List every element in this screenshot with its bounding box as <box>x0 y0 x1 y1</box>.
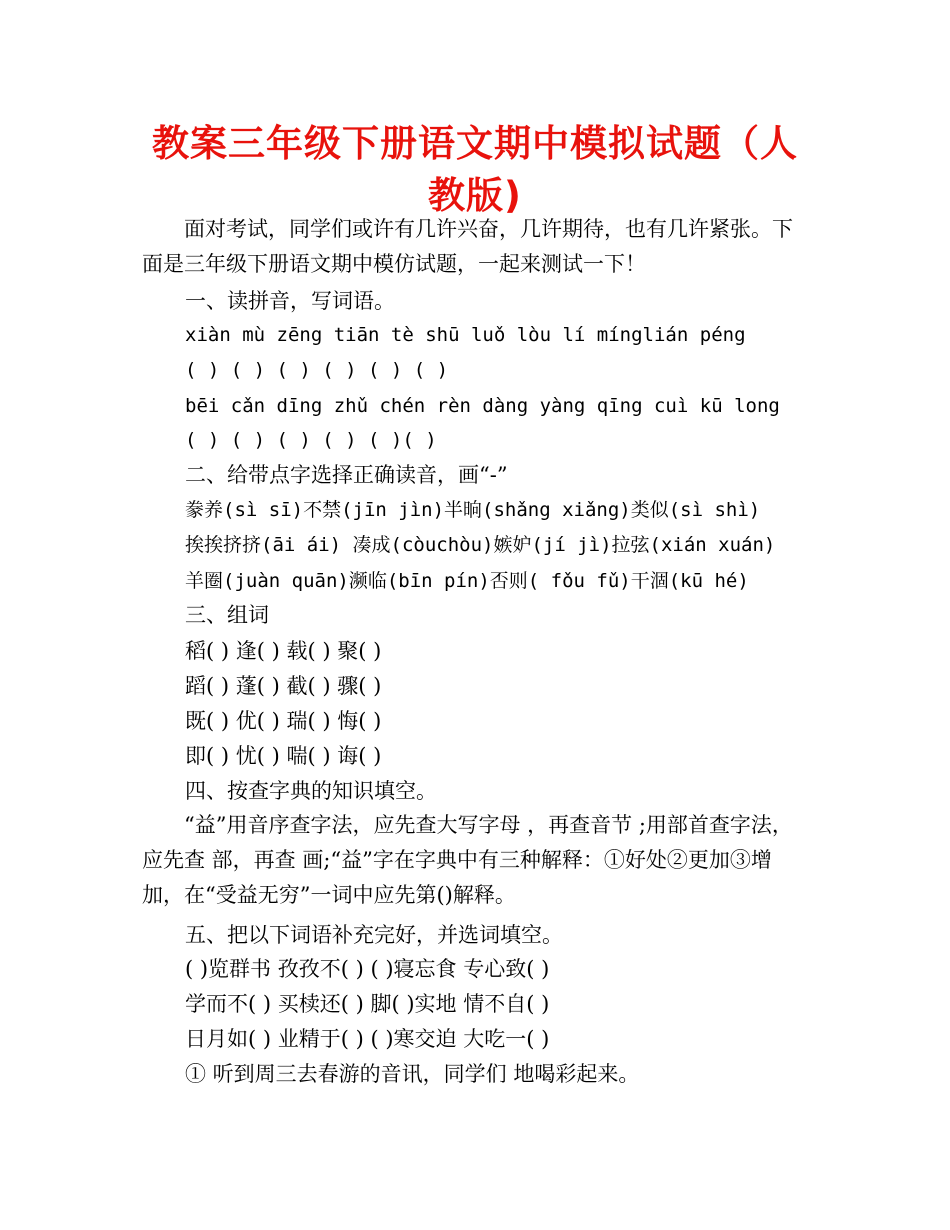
section-5-heading: 五、把以下词语补充完好，并选词填空。 <box>185 923 563 947</box>
idiom-row-3: 日月如( ) 业精于( ) ( )寒交迫 大吃一( ) <box>185 1027 550 1051</box>
blanks-row-1: ( ) ( ) ( ) ( ) ( ) ( ) <box>185 359 449 381</box>
section-1-heading: 一、读拼音，写词语。 <box>185 289 395 313</box>
section-3-heading: 三、组词 <box>185 603 269 627</box>
word-group-row-4: 即( ) 忧( ) 喘( ) 诲( ) <box>185 744 382 768</box>
idiom-row-2: 学而不( ) 买椟还( ) 脚( )实地 情不自( ) <box>185 992 550 1016</box>
word-group-row-3: 既( ) 优( ) 瑞( ) 悔( ) <box>185 709 382 733</box>
document-title: 教案三年级下册语文期中模拟试题（人教版) <box>152 122 798 217</box>
pinyin-row-2: bēi cǎn dīng zhǔ chén rèn dàng yàng qīng cuì kū long <box>185 395 780 417</box>
fill-in-item-1: ① 听到周三去春游的音讯，同学们 地喝彩起来。 <box>185 1062 640 1086</box>
pinyin-row-1: xiàn mù zēng tiān tè shū luǒ lòu lí mínglián péng <box>185 324 746 346</box>
idiom-row-1: ( )览群书 孜孜不( ) ( )寝忘食 专心致( ) <box>185 957 550 981</box>
dictionary-paragraph: “益”用音序查字法，应先查大写字母 ，再查音节 ;用部首查字法，应先查 部，再查 画;“益”字在字典中有三种解释：①好处②更加③增加，在“受益无穷”一词中应先第()解释。 <box>142 813 793 907</box>
section-4-heading: 四、按查字典的知识填空。 <box>185 779 437 803</box>
reading-row-3: 羊圈(juàn quān)濒临(bīn pín)否则( fǒu fǔ)干涸(kū hé) <box>185 570 749 592</box>
word-group-row-2: 蹈( ) 蓬( ) 截( ) 骤( ) <box>185 674 382 698</box>
word-group-row-1: 稻( ) 逢( ) 载( ) 聚( ) <box>185 639 382 663</box>
intro-paragraph: 面对考试，同学们或许有几许兴奋，几许期待，也有几许紧张。下面是三年级下册语文期中模仿试题，一起来测试一下！ <box>142 217 793 276</box>
reading-row-1: 豢养(sì sī)不禁(jīn jìn)半晌(shǎng xiǎng)类似(sì shì) <box>185 499 761 521</box>
blanks-row-2: ( ) ( ) ( ) ( ) ( )( ) <box>185 429 437 451</box>
section-2-heading: 二、给带点字选择正确读音，画“-” <box>185 463 508 487</box>
reading-row-2: 挨挨挤挤(āi ái) 凑成(còuchòu)嫉妒(jí jì)拉弦(xián xuán) <box>185 534 776 556</box>
